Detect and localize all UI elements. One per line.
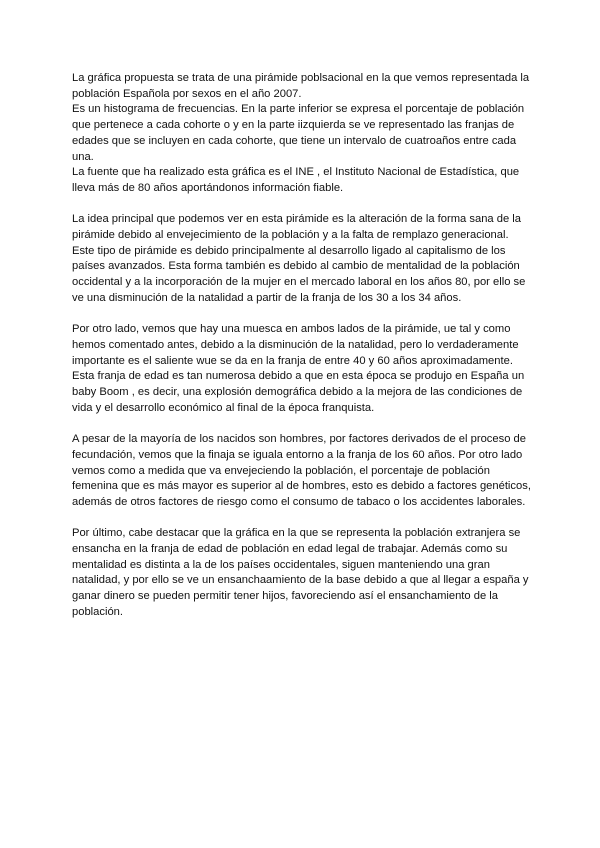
paragraph-main-idea [72, 212, 532, 306]
text-line: lleva más de 80 años aportándonos información fiable. [72, 181, 344, 194]
text-line: Por otro lado, vemos que hay una muesca en ambos lados de la pirámide, ue tal y como [72, 323, 511, 336]
paragraph-intro [72, 71, 532, 197]
text-line: Es un histograma de frecuencias. En la parte inferior se expresa el porcentaje de población [72, 103, 525, 116]
text-line: occidental y a la incorporación de la mujer en el mercado laboral en los años 80, por ello se [72, 276, 526, 289]
text-line: población Española por sexos en el año 2007. [72, 87, 302, 100]
paragraph-conclusion [72, 526, 532, 620]
text-line: vida y el desarrollo económico al final de la época franquista. [72, 401, 375, 414]
document-body [72, 71, 532, 636]
text-line: una. [72, 150, 94, 163]
text-line: además de otros factores de riesgo como el consumo de tabaco o los accidentes laborales. [72, 495, 526, 508]
text-line: fecundación, vemos que la finaja se iguala entorno a la franja de los 60 años. Por otro lado [72, 448, 523, 461]
text-line: países avanzados. Esta forma también es debido al cambio de mentalidad de la población [72, 260, 520, 273]
text-line: población. [72, 605, 124, 618]
text-line: mentalidad es distinta a la de los países occidentales, siguen manteniendo una gran [72, 558, 490, 571]
text-line: Por último, cabe destacar que la gráfica en la que se representa la población extranjera se [72, 527, 521, 540]
text-line: ganar dinero se pueden permitir tener hijos, favoreciendo así el ensanchamiento de la [72, 590, 499, 603]
text-line: femenina que es más mayor es superior al de hombres, esto es debido a factores genéticos, [72, 480, 531, 493]
text-line: edades que se incluyen en cada cohorte, que tiene un intervalo de cuatroaños entre cada [72, 134, 517, 147]
text-line: natalidad, y por ello se ve un ensanchaamiento de la base debido a que al llegar a españa y [72, 574, 529, 587]
text-line: pirámide debido al envejecimiento de la población y a la falta de remplazo generacional. [72, 229, 509, 242]
paragraph-notch [72, 322, 532, 416]
text-line: A pesar de la mayoría de los nacidos son hombres, por factores derivados de el proceso de [72, 433, 526, 446]
text-line: hemos comentado antes, debido a la disminución de la natalidad, pero lo verdaderamente [72, 338, 519, 351]
text-line: La idea principal que podemos ver en esta pirámide es la alteración de la forma sana de la [72, 213, 522, 226]
text-line: La gráfica propuesta se trata de una pirámide poblsacional en la que vemos representada la [72, 72, 530, 84]
paragraph-sexes [72, 432, 532, 511]
text-line: ensancha en la franja de edad de población en edad legal de trabajar. Además como su [72, 543, 508, 556]
text-line: Este tipo de pirámide es debido principalmente al desarrollo ligado al capitalismo de los [72, 244, 506, 257]
text-line: que pertenece a cada cohorte o y en la parte iizquierda se ve representado las franjas de [72, 119, 515, 132]
text-line: importante es el saliente wue se da en la franja de entre 40 y 60 años aproximadamente. [72, 354, 513, 367]
text-line: Esta franja de edad es tan numerosa debido a que en esta época se produjo en España un [72, 370, 525, 383]
text-line: vemos como a medida que va envejeciendo la población, el porcentaje de población [72, 464, 490, 477]
text-line: ve una disminución de la natalidad a partir de la franja de los 30 a los 34 años. [72, 291, 462, 304]
text-line: baby Boom , es decir, una explosión demográfica debido a la mejora de las condiciones de [72, 386, 523, 399]
text-line: La fuente que ha realizado esta gráfica es el INE , el Instituto Nacional de Estadística, que [72, 166, 520, 179]
